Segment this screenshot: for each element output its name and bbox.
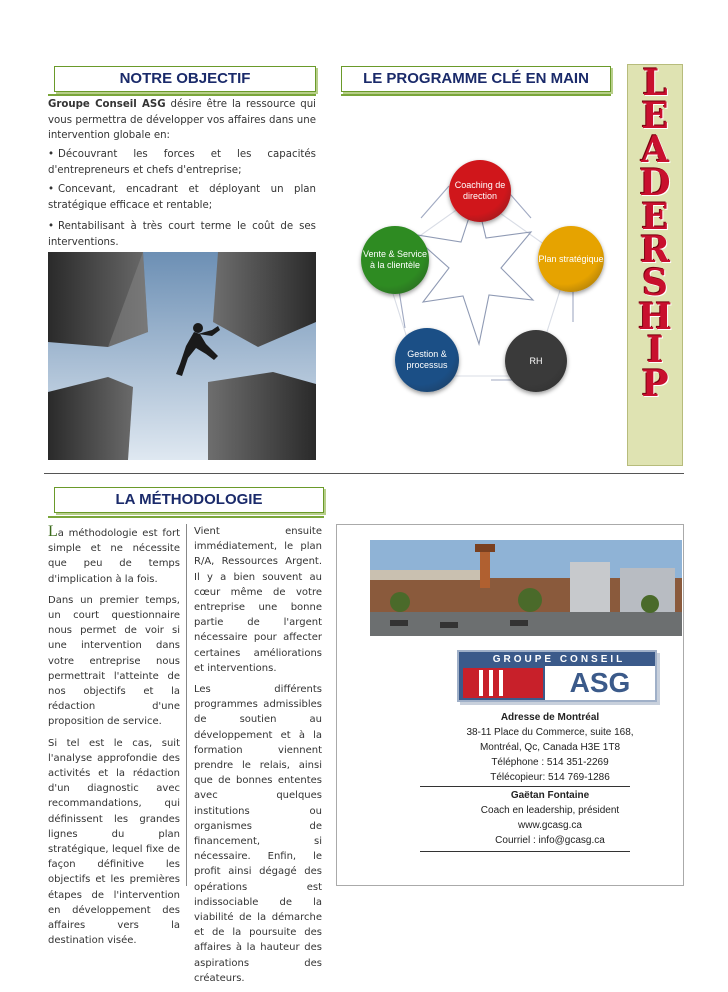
contact-divider-bottom [420, 851, 630, 852]
contact-name: Gaëtan Fontaine [510, 790, 590, 801]
leadership-letter: P [641, 362, 669, 405]
page-divider [44, 473, 684, 474]
email-link[interactable]: Courriel : info@gcasg.ca [495, 835, 605, 846]
leadership-letter: I [646, 329, 664, 372]
node-coaching: Coaching de direction [449, 160, 511, 222]
drop-cap: L [48, 523, 58, 540]
leadership-letter: D [639, 162, 671, 205]
office-photo [370, 540, 682, 636]
leap-photo [48, 252, 316, 460]
bullet-item: • Concevant, encadrant et déployant un plan stratégique efficace et rentable; [48, 184, 316, 211]
bullet-icon: • [48, 184, 55, 195]
paragraph: Si tel est le cas, suit l'analyse approfondie des activités et la rédaction d'un diagnostic avec recommandations, qui définissent les grandes lignes du plan stratégique, lequel fixe de façon définitive les objectifs et les premières étapes de l'intervention en développement des affaires vers la destination visée. [48, 737, 180, 947]
bullet-icon: • [48, 221, 55, 232]
section-title-objectif: NOTRE OBJECTIF [54, 66, 316, 92]
section-title-programme: LE PROGRAMME CLÉ EN MAIN [341, 66, 611, 92]
leadership-letter: E [641, 95, 669, 138]
website-link[interactable]: www.gcasg.ca [518, 820, 582, 831]
paragraph: Vient ensuite immédiatement, le plan R/A, Ressources Argent. Il y a bien souvent au cœur même de votre entreprise une bonne partie de l'argent nécessaire pour affecter certaines améliorations et interventions. [194, 526, 322, 674]
address-title: Adresse de Montréal [500, 712, 600, 723]
phone: Téléphone : 514 351-2269 [491, 757, 609, 768]
paragraph: Les différents programmes admissibles de soutien au développement et à la formation viennent prendre le relais, ainsi que de bonnes ententes avec quelques institutions ou organismes de financement, si nécessaire. Enfin, le profit ainsi dégagé des opérations est indissociable de la viabilité de la démarche et de la poursuite des affaires à la hauteur des aspirations des créateurs. [194, 684, 322, 984]
divider-objectif [48, 94, 316, 96]
column-rule [186, 524, 187, 886]
leadership-letter: S [642, 262, 668, 305]
bullet-item: • Rentabilisant à très court terme le coût de ses interventions. [48, 221, 316, 248]
methodologie-col-1 [48, 524, 180, 954]
logo-bottom-text: ASG [545, 666, 655, 700]
bullet-icon: • [48, 149, 55, 160]
logo-white-bars [479, 670, 483, 696]
company-name: Groupe Conseil ASG [48, 99, 166, 110]
objectif-intro: Groupe Conseil ASG désire être la ressource qui vous permettra de développer vos affaires dans une intervention globale en: [48, 99, 316, 142]
leadership-letter: R [640, 229, 670, 272]
section-title-methodologie: LA MÉTHODOLOGIE [54, 487, 324, 513]
fax: Télécopieur: 514 769-1286 [490, 772, 610, 783]
asg-logo [457, 650, 657, 702]
divider-programme [341, 94, 611, 96]
programme-diagram [341, 150, 611, 430]
address-line1: 38-11 Place du Commerce, suite 168, [466, 727, 634, 738]
leadership-letter: E [641, 195, 669, 238]
contact-divider [420, 786, 630, 787]
leadership-banner [627, 64, 683, 466]
contact-role: Coach en leadership, président [480, 805, 620, 816]
paragraph: Dans un premier temps, un court questionnaire nous permet de voir si une intervention dans votre entreprise nous permettrait l'atteinte de nos objectifs et la rédaction d'une proposition de service. [48, 594, 180, 728]
leadership-letter: L [642, 62, 668, 104]
leadership-word [628, 62, 682, 405]
bullet-item: • Découvrant les forces et les capacités d'entrepreneurs et chefs d'entreprise; [48, 149, 316, 176]
node-plan: Plan stratégique [538, 226, 604, 292]
node-gestion: Gestion & processus [395, 328, 459, 392]
methodologie-col-2 [194, 524, 322, 992]
divider-methodologie [48, 516, 324, 518]
address-line2: Montréal, Qc, Canada H3E 1T8 [479, 742, 621, 753]
logo-top-text: GROUPE CONSEIL [492, 654, 626, 665]
logo-red-block [463, 668, 543, 698]
node-vente: Vente & Service à la clientèle [361, 226, 429, 294]
node-rh: RH [505, 330, 567, 392]
paragraph: La méthodologie est fort simple et ne nécessite que peu de temps d'implication à la fois. [48, 523, 180, 585]
leadership-letter: H [637, 295, 672, 338]
leadership-letter: A [641, 128, 669, 171]
